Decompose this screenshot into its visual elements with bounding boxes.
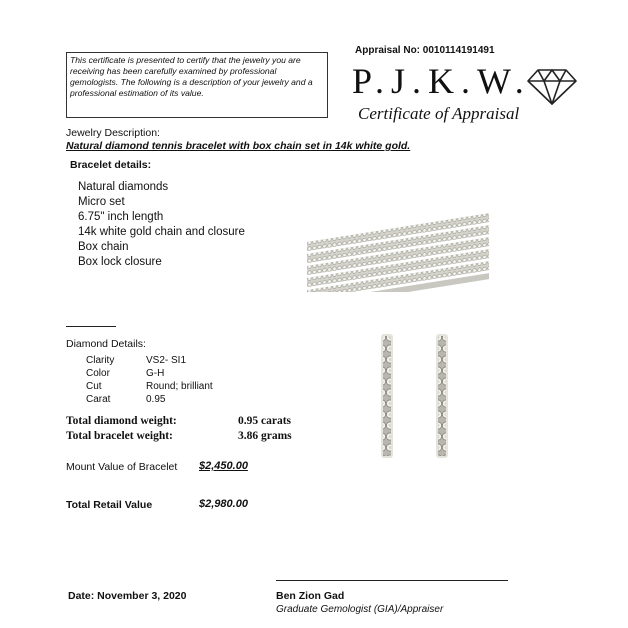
logo-wordmark: P.J.K.W. (352, 61, 531, 101)
certificate-intro-box (66, 52, 328, 118)
section-divider (66, 326, 116, 327)
total-bracelet-weight-value: 3.86 grams (238, 430, 292, 442)
table-row (86, 354, 213, 367)
list-item: Box chain (78, 241, 129, 253)
detail-value: 0.95 (146, 394, 166, 405)
table-row (86, 380, 213, 393)
list-item: Micro set (78, 196, 125, 208)
diamond-details-label: Diamond Details: (66, 338, 146, 350)
logo-subtitle: Certificate of Appraisal (358, 104, 520, 123)
list-item: 14k white gold chain and closure (78, 226, 245, 238)
retail-value-label: Total Retail Value (66, 499, 153, 511)
detail-key: Color (86, 368, 110, 379)
table-row (86, 393, 213, 406)
bracelet-closeup-photo (378, 332, 464, 460)
diamond-icon (526, 68, 578, 106)
appraisal-number: Appraisal No: 0010114191491 (355, 45, 495, 56)
mount-value-amount: $2,450.00 (199, 460, 248, 472)
detail-value: Round; brilliant (146, 381, 213, 392)
list-item: 6.75" inch length (78, 211, 164, 223)
bracelet-details-label: Bracelet details: (70, 159, 152, 171)
detail-key: Cut (86, 381, 102, 392)
certificate-intro-text: This certificate is presented to certify that the jewelry you are receiving has been carefully examined by professional gemologists. The following is a description of your jewelry and a professional estimation of its value. (70, 55, 313, 98)
detail-value: G-H (146, 368, 165, 379)
table-row (86, 367, 213, 380)
appraiser-name: Ben Zion Gad (276, 590, 345, 602)
detail-value: VS2- SI1 (146, 355, 187, 366)
bracelet-photo (307, 168, 489, 292)
mount-value-label: Mount Value of Bracelet (66, 461, 178, 473)
list-item: Natural diamonds (78, 181, 169, 193)
jewelry-description-label: Jewelry Description: (66, 127, 160, 139)
diamond-details-table (86, 354, 213, 406)
bracelet-details-list (78, 180, 245, 270)
total-diamond-weight-value: 0.95 carats (238, 415, 292, 427)
retail-value-amount: $2,980.00 (199, 498, 248, 510)
appraiser-title: Graduate Gemologist (GIA)/Appraiser (276, 604, 444, 615)
list-item: Box lock closure (78, 256, 162, 268)
signature-line (276, 580, 508, 581)
total-diamond-weight-label: Total diamond weight: (66, 415, 177, 427)
detail-key: Carat (86, 394, 111, 405)
jewelry-description-title: Natural diamond tennis bracelet with box chain set in 14k white gold. (66, 140, 411, 152)
certificate-date: Date: November 3, 2020 (68, 590, 187, 602)
detail-key: Clarity (86, 355, 115, 366)
total-bracelet-weight-label: Total bracelet weight: (66, 430, 173, 442)
